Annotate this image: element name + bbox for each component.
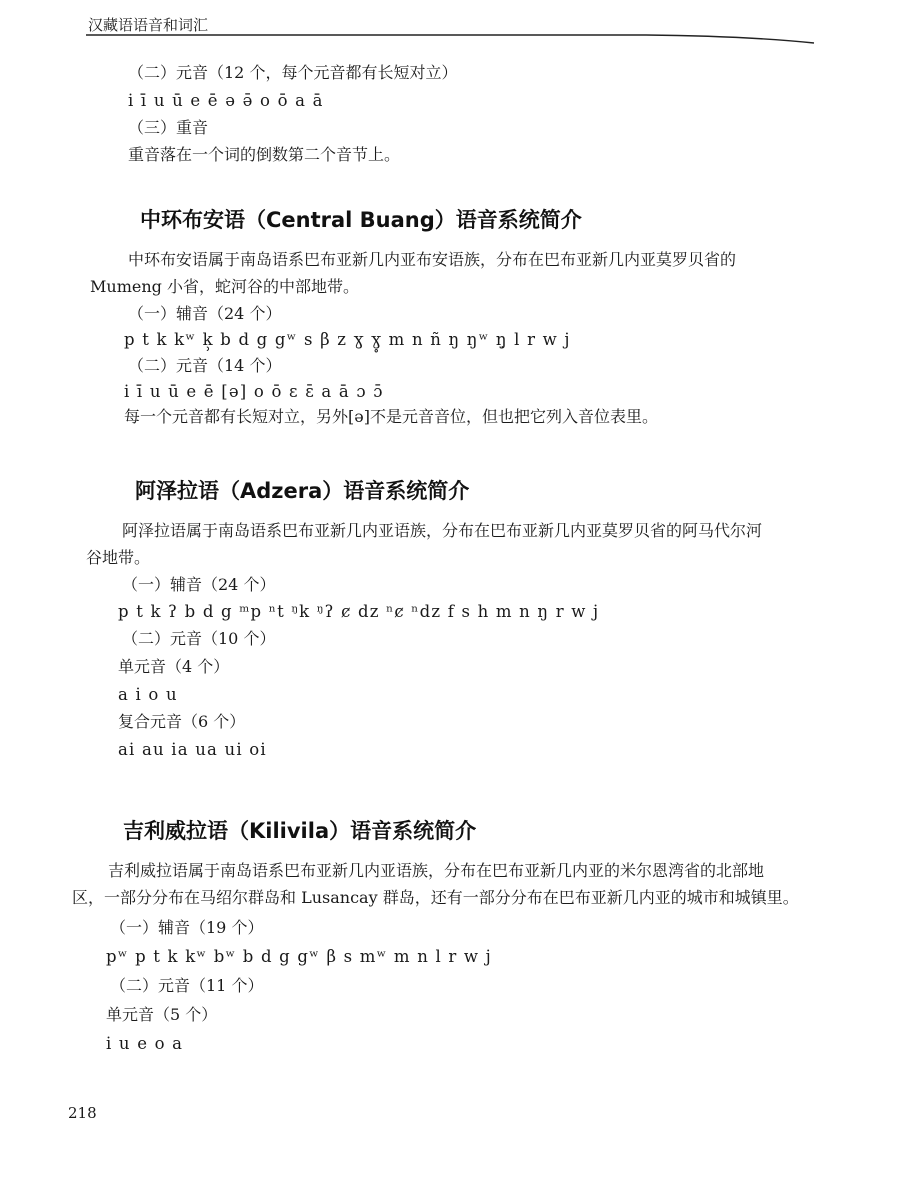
section-title: 吉利威拉语（Kilivila）语音系统简介 [123,819,477,843]
intro-line: 中环布安语属于南岛语系巴布亚新几内亚布安语族，分布在巴布亚新几内亚莫罗贝省的 [128,250,737,269]
monophthong-heading: 单元音（4 个） [118,657,230,676]
consonant-list: p t k kʷ k̹ b d g gʷ s β z ɣ ɣ̥ m n ñ ŋ ŋʷ ŋ̣ l r w j [124,330,571,349]
vowel-heading: （二）元音（12 个，每个元音都有长短对立） [128,63,458,82]
monophthong-heading: 单元音（5 个） [106,1005,218,1024]
intro-line: 谷地带。 [86,548,151,567]
intro-line: Mumeng 小省，蛇河谷的中部地带。 [90,277,359,296]
running-head: 汉藏语语音和词汇 [88,16,209,34]
header-rule [86,31,816,45]
vowel-heading: （二）元音（11 个） [110,976,264,995]
section-title: 中环布安语（Central Buang）语音系统简介 [140,208,582,232]
note-text: 每一个元音都有长短对立，另外[ə]不是元音音位，但也把它列入音位表里。 [124,407,658,426]
vowel-heading: （二）元音（10 个） [122,629,276,648]
monophthong-list: a i o u [118,685,178,704]
stress-heading: （三）重音 [128,118,209,137]
page-number: 218 [68,1104,97,1122]
vowel-heading: （二）元音（14 个） [128,356,282,375]
intro-line: 阿泽拉语属于南岛语系巴布亚新几内亚语族，分布在巴布亚新几内亚莫罗贝省的阿马代尔河 [122,521,763,540]
consonant-list: pʷ p t k kʷ bʷ b d g gʷ β s mʷ m n l r w j [106,947,492,966]
diphthong-heading: 复合元音（6 个） [118,712,246,731]
monophthong-list: i u e o a [106,1034,184,1053]
intro-line: 吉利威拉语属于南岛语系巴布亚新几内亚语族，分布在巴布亚新几内亚的米尔恩湾省的北部地 [108,861,765,880]
consonant-list: p t k ʔ b d g ᵐp ⁿt ᵑk ᵑʔ ȼ dz ⁿȼ ⁿdz f s h m n ŋ r w j [118,602,600,621]
stress-text: 重音落在一个词的倒数第二个音节上。 [128,145,401,164]
diphthong-list: ai au ia ua ui oi [118,740,267,759]
section-title: 阿泽拉语（Adzera）语音系统简介 [135,479,470,503]
vowel-list: i ī u ū e ē ə ə̄ o ō a ā [128,91,324,110]
consonant-heading: （一）辅音（19 个） [110,918,264,937]
intro-line: 区，一部分分布在马绍尔群岛和 Lusancay 群岛，还有一部分分布在巴布亚新几内亚的城市和城镇里。 [72,888,799,907]
consonant-heading: （一）辅音（24 个） [128,304,282,323]
consonant-heading: （一）辅音（24 个） [122,575,276,594]
vowel-list: i ī u ū e ē [ə] o ō ɛ ɛ̄ a ā ɔ ɔ̄ [124,382,384,401]
